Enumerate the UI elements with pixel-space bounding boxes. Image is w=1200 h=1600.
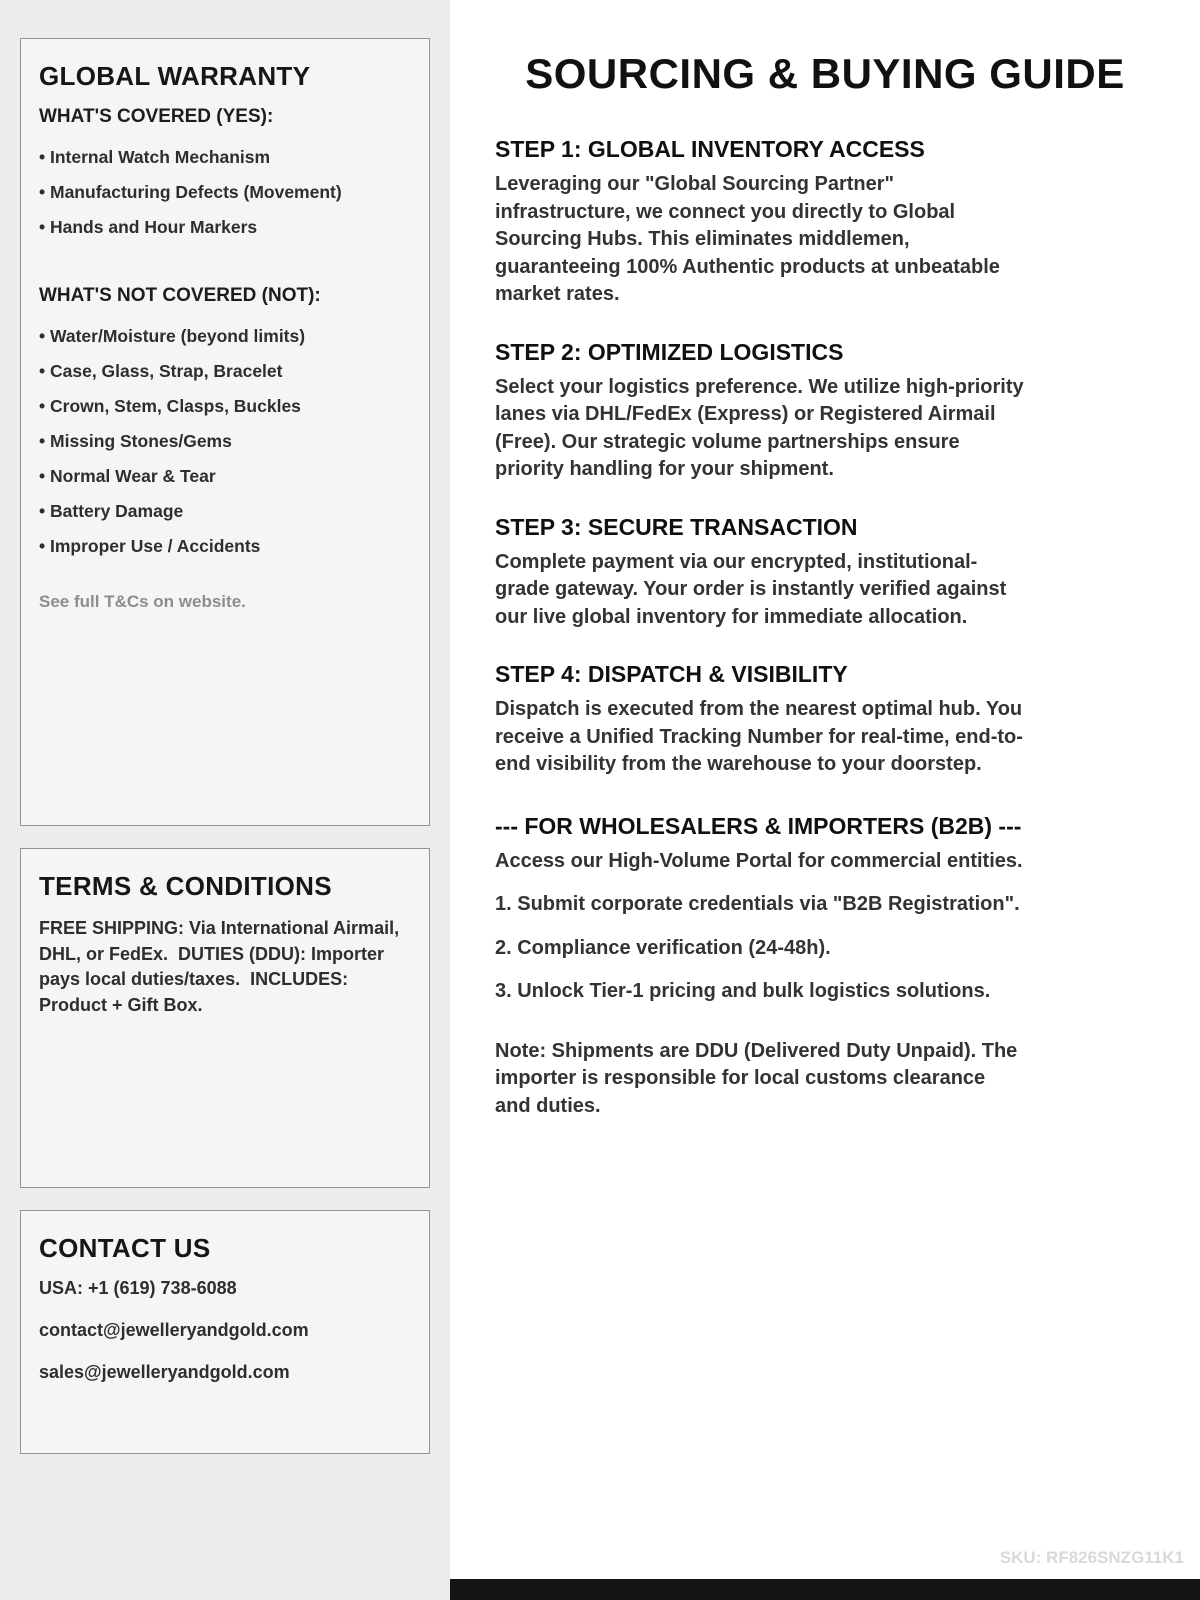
contact-box	[20, 1210, 430, 1454]
b2b-item-1: 1. Submit corporate credentials via "B2B Registration".	[495, 893, 1020, 915]
b2b-item-2: 2. Compliance verification (24-48h).	[495, 936, 831, 959]
covered-list	[39, 140, 411, 245]
not-covered-list	[39, 319, 411, 564]
main-content	[450, 0, 1200, 1600]
step-3-heading: STEP 3: SECURE TRANSACTION	[495, 513, 858, 540]
sidebar	[0, 0, 450, 1600]
list-item: • Crown, Stem, Clasps, Buckles	[39, 389, 411, 424]
list-item: • Case, Glass, Strap, Bracelet	[39, 354, 411, 389]
step-3-body: Complete payment via our encrypted, institutional-grade gateway. Your order is instantly verified against our live global inventory for immediate allocation.	[495, 550, 1007, 628]
b2b-section	[495, 813, 1155, 1121]
list-item: • Hands and Hour Markers	[39, 210, 411, 245]
list-item: • Improper Use / Accidents	[39, 529, 411, 564]
step-4-body: Dispatch is executed from the nearest optimal hub. You receive a Unified Tracking Number for real-time, end-to-end visibility from the warehouse to your doorstep.	[495, 698, 1023, 775]
step-2-body: Select your logistics preference. We utilize high-priority lanes via DHL/FedEx (Express) or Registered Airmail (Free). Our strategic volume partnerships ensure priority handling for your shipment.	[495, 375, 1024, 480]
list-item: • Manufacturing Defects (Movement)	[39, 175, 411, 210]
contact-title: CONTACT US	[39, 1233, 211, 1263]
page-title: SOURCING & BUYING GUIDE	[525, 50, 1125, 97]
list-item: • Missing Stones/Gems	[39, 424, 411, 459]
b2b-note: Note: Shipments are DDU (Delivered Duty Unpaid). The importer is responsible for local customs clearance and duties.	[495, 1039, 1018, 1117]
step-2-heading: STEP 2: OPTIMIZED LOGISTICS	[495, 338, 844, 365]
warranty-title: GLOBAL WARRANTY	[39, 61, 311, 91]
terms-body: FREE SHIPPING: Via International Airmail, DHL, or FedEx. DUTIES (DDU): Importer pays local duties/taxes. INCLUDES: Product + Gift Box.	[39, 918, 405, 1015]
b2b-intro: Access our High-Volume Portal for commercial entities.	[495, 849, 1023, 872]
list-item: • Water/Moisture (beyond limits)	[39, 319, 411, 354]
covered-heading: WHAT'S COVERED (YES):	[39, 106, 274, 127]
step-4	[495, 661, 1155, 779]
b2b-item-3: 3. Unlock Tier-1 pricing and bulk logistics solutions.	[495, 980, 991, 1002]
warranty-footnote: See full T&Cs on website.	[39, 592, 246, 611]
step-2	[495, 339, 1155, 484]
step-1-body: Leveraging our "Global Sourcing Partner" infrastructure, we connect you directly to Global Sourcing Hubs. This eliminates middlemen, guaranteeing 100% Authentic products at unbeatable market rates.	[495, 173, 1000, 305]
global-warranty-box	[20, 38, 430, 826]
step-1-heading: STEP 1: GLOBAL INVENTORY ACCESS	[495, 136, 925, 162]
b2b-heading: --- FOR WHOLESALERS & IMPORTERS (B2B) ---	[495, 812, 1022, 839]
contact-phone: USA: +1 (619) 738-6088	[39, 1278, 237, 1298]
step-3	[495, 514, 1155, 632]
sku-label: SKU: RF826SNZG11K1	[999, 1548, 1184, 1567]
contact-email: contact@jewelleryandgold.com	[39, 1320, 309, 1340]
not-covered-heading: WHAT'S NOT COVERED (NOT):	[39, 285, 321, 306]
step-1	[495, 136, 1155, 309]
list-item: • Normal Wear & Tear	[39, 459, 411, 494]
sales-email: sales@jewelleryandgold.com	[39, 1362, 290, 1382]
step-4-heading: STEP 4: DISPATCH & VISIBILITY	[495, 661, 848, 687]
terms-box	[20, 848, 430, 1188]
list-item: • Battery Damage	[39, 494, 411, 529]
list-item: • Internal Watch Mechanism	[39, 140, 411, 175]
terms-title: TERMS & CONDITIONS	[39, 871, 332, 901]
bottom-bar	[450, 1579, 1200, 1600]
